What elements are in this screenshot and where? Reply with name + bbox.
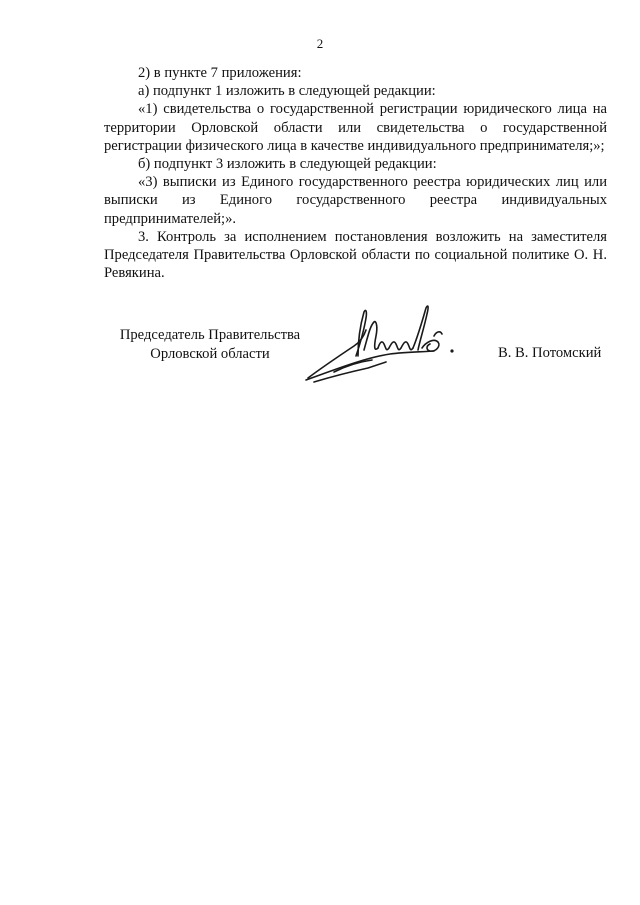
- signer-position-line2: Орловской области: [150, 346, 270, 362]
- paragraph-subitem-3-text: «3) выписки из Единого государственного реестра юридических лиц или выписки из Единого государственного реестра индивидуальных предпринимателей;».: [104, 174, 607, 227]
- paragraph-subitem-a: а) подпункт 1 изложить в следующей редакции:: [138, 83, 436, 100]
- signer-name: В. В. Потомский: [498, 345, 602, 361]
- page-number: 2: [316, 36, 324, 51]
- signer-position: [110, 326, 310, 364]
- signer-position-line1: Председатель Правительства: [119, 327, 301, 343]
- paragraph-subitem-1-text: «1) свидетельства о государственной регистрации юридического лица на территории Орловской области или свидетельства о государственной регистрации физического лица в качестве индивидуального предпринимателя;»;: [104, 101, 607, 154]
- paragraph-subitem-b: б) подпункт 3 изложить в следующей редакции:: [138, 156, 437, 173]
- document-body: [104, 64, 607, 282]
- paragraph-item-7: 2) в пункте 7 приложения:: [138, 65, 302, 81]
- handwritten-signature: [294, 296, 464, 396]
- paragraph-item-3-control: 3. Контроль за исполнением постановления возложить на заместителя Председателя Правительства Орловской области по социальной политике О. Н. Ревякина.: [104, 228, 607, 282]
